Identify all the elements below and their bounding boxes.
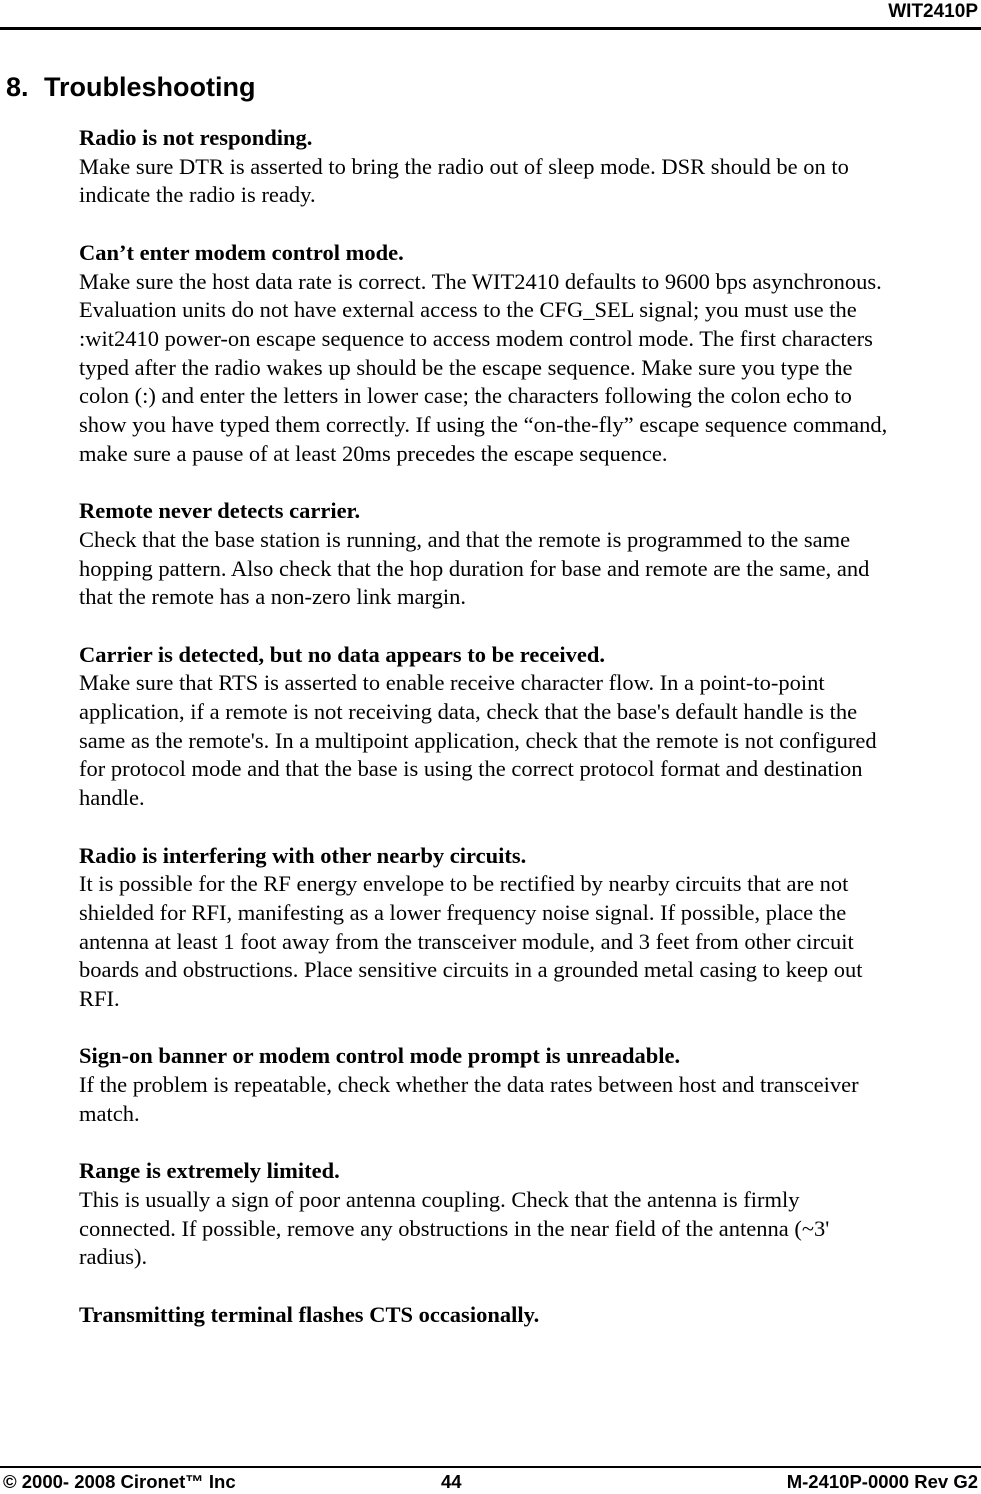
section-heading [6, 70, 255, 104]
item-body: Make sure DTR is asserted to bring the radio out of sleep mode. DSR should be on to indicate the radio is ready. [79, 153, 849, 208]
item-body: If the problem is repeatable, check whether the data rates between host and transceiver match. [79, 1072, 859, 1126]
troubleshooting-item [79, 1301, 979, 1330]
footer-doc-id: M-2410P-0000 Rev G2 [786, 1471, 978, 1492]
footer-page-number: 44 [441, 1471, 462, 1492]
item-title: Can’t enter modem control mode. [79, 239, 404, 265]
page-header [0, 0, 981, 30]
item-title: Transmitting terminal flashes CTS occasionally. [79, 1301, 540, 1327]
troubleshooting-item [79, 1157, 979, 1272]
item-title: Sign-on banner or modem control mode prompt is unreadable. [79, 1043, 681, 1069]
page-footer [0, 1466, 981, 1493]
item-title: Range is extremely limited. [79, 1158, 340, 1184]
item-title: Remote never detects carrier. [79, 498, 361, 524]
item-body: Check that the base station is running, and that the remote is programmed to the same hopping pattern. Also check that the hop duration for base and remote are the same, and that the remote has a non-zero link margin. [79, 526, 870, 610]
item-title: Carrier is detected, but no data appears to be received. [79, 641, 605, 667]
troubleshooting-item [79, 239, 979, 469]
section-number: 8. [6, 72, 29, 102]
header-title: WIT2410P [888, 1, 978, 22]
item-body: Make sure that RTS is asserted to enable receive character flow. In a point-to-point application, if a remote is not receiving data, check that the base's default handle is the same as the remote's. In a multipoint application, check that the remote is not configured for protocol mode and that the base is using the correct protocol format and destination handle. [79, 670, 877, 811]
troubleshooting-item [79, 1042, 979, 1128]
troubleshooting-item [79, 124, 979, 210]
troubleshooting-item [79, 842, 979, 1014]
item-body: It is possible for the RF energy envelope to be rectified by nearby circuits that are not shielded for RFI, manifesting as a lower frequency noise signal. If possible, place the antenna at least 1 foot away from the transceiver module, and 3 feet from other circuit boards and obstructions. Place sensitive circuits in a grounded metal casing to keep out RFI. [79, 871, 863, 1012]
footer-copyright: © 2000- 2008 Cironet™ Inc [3, 1471, 236, 1492]
item-body: This is usually a sign of poor antenna coupling. Check that the antenna is firmly connected. If possible, remove any obstructions in the near field of the antenna (~3' radius). [79, 1186, 830, 1270]
item-title: Radio is not responding. [79, 125, 313, 150]
item-body: Make sure the host data rate is correct. The WIT2410 defaults to 9600 bps asynchronous. Evaluation units do not have external access to the CFG_SEL signal; you must use the :wit2410 power-on escape sequence to access modem control mode. The first characters typed after the radio wakes up should be the escape sequence. Make sure you type the colon (:) and enter the letters in lower case; the characters following the colon echo to show you have typed them correctly. If using the “on-the-fly” escape sequence command, make sure a pause of at least 20ms precedes the escape sequence. [79, 268, 888, 466]
troubleshooting-item [79, 641, 979, 813]
troubleshooting-list [79, 124, 979, 1358]
item-title: Radio is interfering with other nearby circuits. [79, 842, 527, 868]
troubleshooting-item [79, 497, 979, 612]
section-title: Troubleshooting [44, 72, 256, 102]
